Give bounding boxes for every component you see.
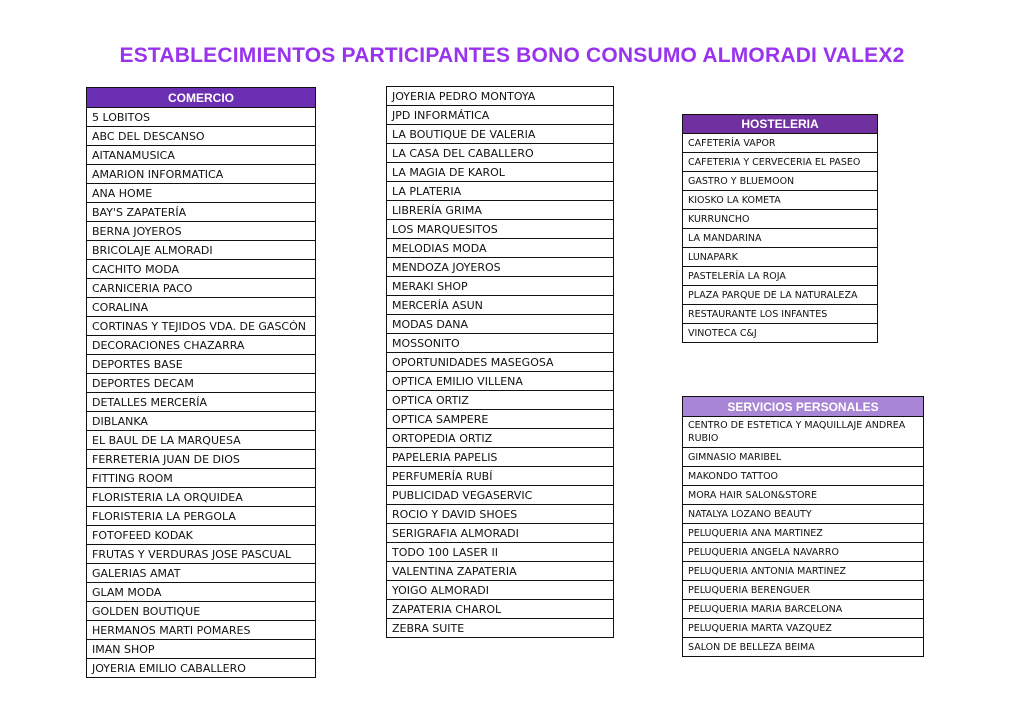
- comercio-row-name: ZEBRA SUITE: [387, 619, 614, 638]
- servicios-row: [683, 524, 924, 543]
- servicios-row: [683, 543, 924, 562]
- hosteleria-row: [683, 286, 878, 305]
- comercio-row: [87, 374, 316, 393]
- comercio-row: [87, 127, 316, 146]
- comercio-row: [87, 545, 316, 564]
- comercio-row-name: LA CASA DEL CABALLERO: [387, 144, 614, 163]
- comercio-row-name: FRUTAS Y VERDURAS JOSE PASCUAL: [87, 545, 316, 564]
- hosteleria-row: [683, 191, 878, 210]
- comercio-row: [387, 410, 614, 429]
- hosteleria-row: [683, 324, 878, 343]
- servicios-row-name: SALON DE BELLEZA BEIMA: [683, 638, 924, 657]
- comercio-row: [387, 562, 614, 581]
- comercio-row: [87, 203, 316, 222]
- comercio-row: [87, 165, 316, 184]
- servicios-table: [682, 396, 924, 657]
- comercio-row-name: OPTICA ORTIZ: [387, 391, 614, 410]
- servicios-row-name: NATALYA LOZANO BEAUTY: [683, 505, 924, 524]
- hosteleria-row-name: LUNAPARK: [683, 248, 878, 267]
- comercio-row: [387, 106, 614, 125]
- comercio-row-name: OPTICA EMILIO VILLENA: [387, 372, 614, 391]
- comercio-row-name: IMAN SHOP: [87, 640, 316, 659]
- comercio-row: [87, 488, 316, 507]
- servicios-row: [683, 581, 924, 600]
- comercio-row-name: FLORISTERIA LA ORQUIDEA: [87, 488, 316, 507]
- comercio-row-name: CORALINA: [87, 298, 316, 317]
- comercio-row: [87, 659, 316, 678]
- comercio-row-name: YOIGO ALMORADI: [387, 581, 614, 600]
- comercio-row-name: FOTOFEED KODAK: [87, 526, 316, 545]
- comercio-row-name: ROCIO Y DAVID SHOES: [387, 505, 614, 524]
- comercio-row-name: JOYERIA EMILIO CABALLERO: [87, 659, 316, 678]
- servicios-row: [683, 600, 924, 619]
- comercio-row: [387, 429, 614, 448]
- comercio-row: [87, 412, 316, 431]
- comercio-row: [387, 543, 614, 562]
- comercio-row: [387, 258, 614, 277]
- comercio-row-name: LA MAGIA DE KAROL: [387, 163, 614, 182]
- hosteleria-row: [683, 229, 878, 248]
- servicios-row-name: GIMNASIO MARIBEL: [683, 448, 924, 467]
- servicios-row: [683, 448, 924, 467]
- comercio-row: [387, 220, 614, 239]
- comercio-row: [387, 144, 614, 163]
- comercio-row-name: DEPORTES DECAM: [87, 374, 316, 393]
- comercio-row: [387, 315, 614, 334]
- servicios-row-name: PELUQUERIA BERENGUER: [683, 581, 924, 600]
- comercio-table-continued: [386, 86, 614, 638]
- comercio-row-name: MENDOZA JOYEROS: [387, 258, 614, 277]
- comercio-row-name: MOSSONITO: [387, 334, 614, 353]
- comercio-row-name: OPTICA SAMPERE: [387, 410, 614, 429]
- comercio-row: [87, 621, 316, 640]
- comercio-row-name: BRICOLAJE ALMORADI: [87, 241, 316, 260]
- comercio-row-name: JPD INFORMÁTICA: [387, 106, 614, 125]
- comercio-row-name: VALENTINA ZAPATERIA: [387, 562, 614, 581]
- comercio-row-name: FLORISTERIA LA PERGOLA: [87, 507, 316, 526]
- comercio-row-name: OPORTUNIDADES MASEGOSA: [387, 353, 614, 372]
- comercio-row: [387, 125, 614, 144]
- comercio-row: [387, 619, 614, 638]
- hosteleria-row-name: RESTAURANTE LOS INFANTES: [683, 305, 878, 324]
- hosteleria-row-name: GASTRO Y BLUEMOON: [683, 172, 878, 191]
- comercio-row: [87, 469, 316, 488]
- comercio-row-name: FITTING ROOM: [87, 469, 316, 488]
- hosteleria-row-name: VINOTECA C&J: [683, 324, 878, 343]
- comercio-row-name: AITANAMUSICA: [87, 146, 316, 165]
- hosteleria-row-name: KURRUNCHO: [683, 210, 878, 229]
- servicios-row: [683, 619, 924, 638]
- comercio-row-name: TODO 100 LASER II: [387, 543, 614, 562]
- hosteleria-row: [683, 172, 878, 191]
- hosteleria-row-name: PASTELERÍA LA ROJA: [683, 267, 878, 286]
- comercio-row: [387, 505, 614, 524]
- hosteleria-row: [683, 153, 878, 172]
- comercio-row-name: LOS MARQUESITOS: [387, 220, 614, 239]
- comercio-header: COMERCIO: [87, 88, 316, 108]
- comercio-row: [87, 317, 316, 336]
- hosteleria-row: [683, 210, 878, 229]
- comercio-row: [387, 448, 614, 467]
- servicios-row-name: MORA HAIR SALON&STORE: [683, 486, 924, 505]
- servicios-row: [683, 562, 924, 581]
- comercio-row: [387, 163, 614, 182]
- comercio-row-name: MELODIAS MODA: [387, 239, 614, 258]
- comercio-row: [87, 431, 316, 450]
- comercio-row-name: BAY'S ZAPATERÍA: [87, 203, 316, 222]
- comercio-row-name: ANA HOME: [87, 184, 316, 203]
- servicios-row: [683, 467, 924, 486]
- servicios-row-name: CENTRO DE ESTETICA Y MAQUILLAJE ANDREA RUBIO: [683, 417, 924, 448]
- comercio-row-name: LA BOUTIQUE DE VALERIA: [387, 125, 614, 144]
- servicios-row-name: PELUQUERIA ANTONIA MARTINEZ: [683, 562, 924, 581]
- comercio-row: [387, 353, 614, 372]
- servicios-row-name: PELUQUERIA MARIA BARCELONA: [683, 600, 924, 619]
- comercio-row: [387, 277, 614, 296]
- comercio-row-name: FERRETERIA JUAN DE DIOS: [87, 450, 316, 469]
- comercio-row: [387, 182, 614, 201]
- hosteleria-header: HOSTELERIA: [683, 115, 878, 134]
- servicios-row: [683, 417, 924, 448]
- servicios-row-name: PELUQUERIA ANA MARTINEZ: [683, 524, 924, 543]
- comercio-row: [87, 241, 316, 260]
- comercio-row: [87, 393, 316, 412]
- comercio-row-name: PERFUMERÍA RUBÍ: [387, 467, 614, 486]
- comercio-row-name: DECORACIONES CHAZARRA: [87, 336, 316, 355]
- comercio-row: [87, 564, 316, 583]
- servicios-row: [683, 486, 924, 505]
- comercio-row: [387, 372, 614, 391]
- comercio-row: [87, 146, 316, 165]
- comercio-row: [387, 87, 614, 106]
- comercio-row: [387, 201, 614, 220]
- comercio-row: [87, 279, 316, 298]
- comercio-row-name: LA PLATERIA: [387, 182, 614, 201]
- servicios-header: SERVICIOS PERSONALES: [683, 397, 924, 417]
- comercio-row: [387, 467, 614, 486]
- comercio-row: [387, 600, 614, 619]
- hosteleria-row-name: LA MANDARINA: [683, 229, 878, 248]
- comercio-row: [87, 298, 316, 317]
- comercio-row: [87, 336, 316, 355]
- hosteleria-table: [682, 114, 878, 343]
- comercio-row: [87, 640, 316, 659]
- comercio-row-name: 5 LOBITOS: [87, 108, 316, 127]
- comercio-row-name: HERMANOS MARTI POMARES: [87, 621, 316, 640]
- servicios-row-name: PELUQUERIA MARTA VAZQUEZ: [683, 619, 924, 638]
- comercio-row-name: AMARION INFORMATICA: [87, 165, 316, 184]
- comercio-row: [387, 391, 614, 410]
- page-title: ESTABLECIMIENTOS PARTICIPANTES BONO CONSUMO ALMORADI VALEX2: [119, 44, 905, 67]
- comercio-row: [87, 526, 316, 545]
- hosteleria-row: [683, 248, 878, 267]
- servicios-row-name: PELUQUERIA ANGELA NAVARRO: [683, 543, 924, 562]
- hosteleria-row-name: PLAZA PARQUE DE LA NATURALEZA: [683, 286, 878, 305]
- servicios-row: [683, 638, 924, 657]
- hosteleria-row-name: CAFETERIA Y CERVECERIA EL PASEO: [683, 153, 878, 172]
- comercio-row-name: ORTOPEDIA ORTIZ: [387, 429, 614, 448]
- comercio-row: [87, 450, 316, 469]
- comercio-row-name: LIBRERÍA GRIMA: [387, 201, 614, 220]
- hosteleria-row-name: CAFETERÍA VAPOR: [683, 134, 878, 153]
- comercio-row: [87, 260, 316, 279]
- servicios-row-name: MAKONDO TATTOO: [683, 467, 924, 486]
- comercio-row: [387, 239, 614, 258]
- comercio-row-name: PAPELERIA PAPELIS: [387, 448, 614, 467]
- comercio-row-name: CARNICERIA PACO: [87, 279, 316, 298]
- comercio-row: [387, 524, 614, 543]
- comercio-row-name: GLAM MODA: [87, 583, 316, 602]
- comercio-row: [87, 583, 316, 602]
- comercio-row-name: MODAS DANA: [387, 315, 614, 334]
- comercio-row-name: CACHITO MODA: [87, 260, 316, 279]
- comercio-row: [387, 486, 614, 505]
- comercio-row-name: SERIGRAFIA ALMORADI: [387, 524, 614, 543]
- hosteleria-row: [683, 305, 878, 324]
- comercio-row: [387, 581, 614, 600]
- comercio-row: [87, 222, 316, 241]
- comercio-row-name: DIBLANKA: [87, 412, 316, 431]
- comercio-table: [86, 87, 316, 678]
- comercio-row-name: BERNA JOYEROS: [87, 222, 316, 241]
- comercio-row: [87, 184, 316, 203]
- comercio-row-name: DETALLES MERCERÍA: [87, 393, 316, 412]
- comercio-row-name: JOYERIA PEDRO MONTOYA: [387, 87, 614, 106]
- comercio-row-name: GOLDEN BOUTIQUE: [87, 602, 316, 621]
- comercio-row: [87, 602, 316, 621]
- comercio-row: [87, 108, 316, 127]
- comercio-row-name: MERAKI SHOP: [387, 277, 614, 296]
- comercio-row-name: ABC DEL DESCANSO: [87, 127, 316, 146]
- hosteleria-row: [683, 134, 878, 153]
- hosteleria-row-name: KIOSKO LA KOMETA: [683, 191, 878, 210]
- comercio-row-name: DEPORTES BASE: [87, 355, 316, 374]
- hosteleria-row: [683, 267, 878, 286]
- comercio-row: [87, 507, 316, 526]
- comercio-row-name: ZAPATERIA CHAROL: [387, 600, 614, 619]
- servicios-row: [683, 505, 924, 524]
- comercio-row-name: CORTINAS Y TEJIDOS VDA. DE GASCÓN: [87, 317, 316, 336]
- comercio-row-name: EL BAUL DE LA MARQUESA: [87, 431, 316, 450]
- comercio-row: [387, 296, 614, 315]
- comercio-row: [387, 334, 614, 353]
- comercio-row-name: MERCERÍA ASUN: [387, 296, 614, 315]
- comercio-row-name: GALERIAS AMAT: [87, 564, 316, 583]
- comercio-row-name: PUBLICIDAD VEGASERVIC: [387, 486, 614, 505]
- comercio-row: [87, 355, 316, 374]
